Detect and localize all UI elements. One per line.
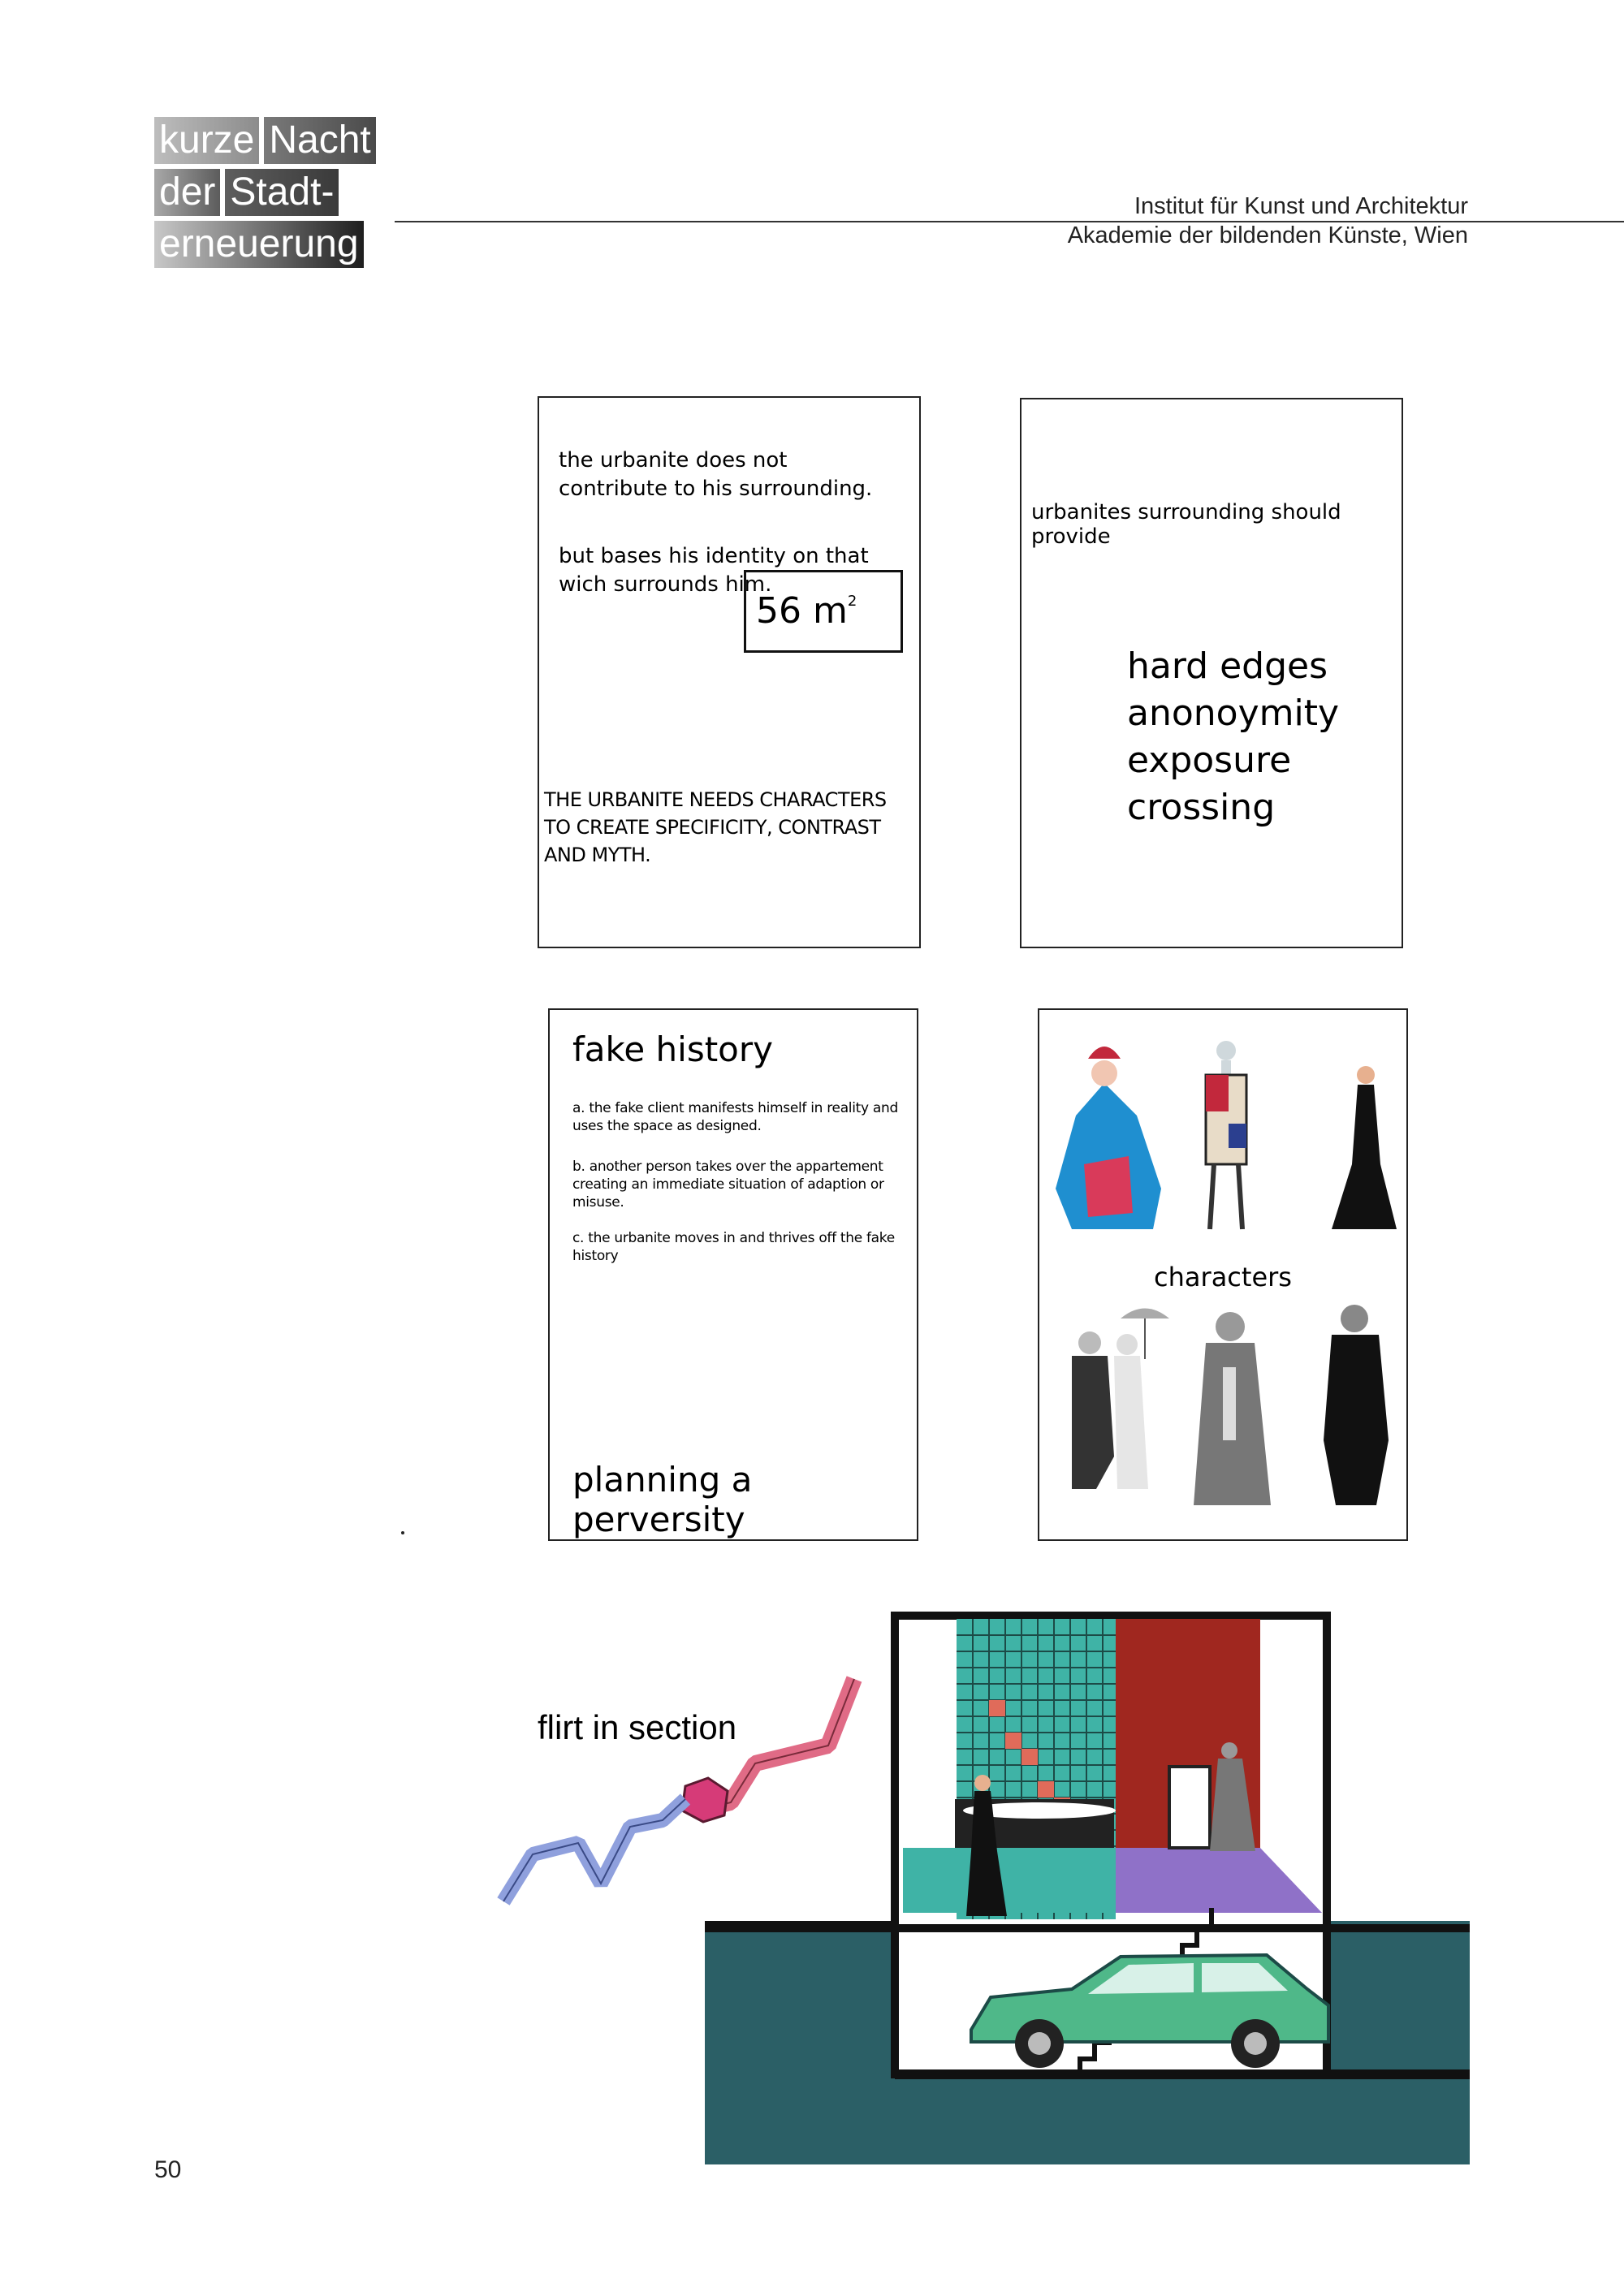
logo-word-erneuerung: erneuerung (154, 221, 364, 268)
logo-row-2 (154, 169, 376, 216)
logo (154, 117, 376, 273)
page-number: 50 (154, 2156, 182, 2183)
stray-mark (401, 1531, 404, 1534)
section-label: flirt in section (538, 1708, 737, 1746)
logo-row-1 (154, 117, 376, 164)
list-item: exposure (1127, 740, 1292, 781)
fake-history-item-b: b. another person takes over the appartement creating an immediate situation of adaption or misuse. (572, 1159, 884, 1211)
logo-word-nacht: Nacht (264, 117, 375, 164)
character-figure (1072, 1309, 1169, 1490)
urbanite-text-b: but bases his identity on that wich surrounds him. (559, 544, 869, 597)
logo-row-3 (154, 221, 376, 268)
character-figure (1206, 1041, 1246, 1229)
urbanite-text-c: THE URBANITE NEEDS CHARACTERS TO CREATE SPECIFICITY, CONTRAST AND MYTH. (544, 788, 887, 866)
logo-word-stadt: Stadt- (225, 169, 339, 216)
fake-history-item-c: c. the urbanite moves in and thrives off the fake history (572, 1230, 895, 1264)
fake-history-item-a: a. the fake client manifests himself in reality and uses the space as designed. (572, 1100, 898, 1134)
list-item: anonoymity (1127, 693, 1339, 734)
institute-name: Institut für Kunst und Architektur (1134, 193, 1468, 219)
characters-collage-bottom (1039, 1294, 1406, 1538)
academy-name: Akademie der bildenden Künste, Wien (1067, 222, 1468, 248)
door (1169, 1767, 1210, 1848)
surrounding-intro: urbanites surrounding should provide (1031, 500, 1341, 549)
fake-history-footer: planning a perversity (572, 1460, 753, 1539)
pink-zigzag (682, 1679, 854, 1822)
character-figure (1194, 1312, 1271, 1505)
section-illustration (487, 1608, 1478, 2192)
character-figure (1056, 1047, 1161, 1229)
character-figure (1332, 1066, 1397, 1229)
character-figure (1324, 1305, 1389, 1505)
panel-surrounding (1020, 398, 1403, 948)
logo-word-der: der (154, 169, 220, 216)
logo-word-kurze: kurze (154, 117, 259, 164)
surrounding-list (1127, 643, 1339, 831)
tile-floor (903, 1848, 1116, 1913)
blue-zigzag (503, 1799, 685, 1901)
area-superscript: 2 (847, 593, 857, 610)
characters-label: characters (1154, 1262, 1292, 1293)
list-item: crossing (1127, 787, 1276, 828)
list-item: hard edges (1127, 645, 1328, 687)
panel-fake-history (548, 1008, 918, 1541)
panel-urbanite (538, 396, 921, 948)
fake-history-title: fake history (572, 1029, 773, 1069)
urbanite-text-a: the urbanite does not contribute to his surrounding. (559, 448, 873, 501)
characters-collage-top (1039, 1026, 1406, 1237)
area-box (744, 570, 903, 653)
panel-characters (1038, 1008, 1408, 1541)
area-value: 56 m (756, 590, 848, 632)
